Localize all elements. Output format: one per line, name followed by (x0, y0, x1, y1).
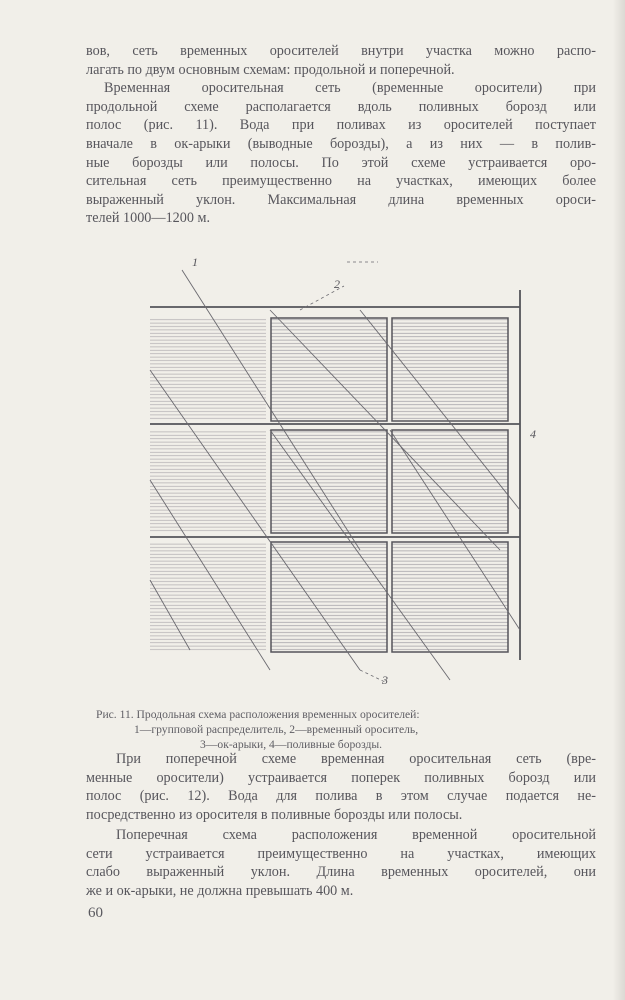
text-line: Поперечная схема расположения временной оросительной (116, 827, 596, 843)
paragraph-2 (86, 750, 596, 824)
caption-line: Рис. 11. Продольная схема расположения временных оросителей: (96, 708, 420, 721)
figure-longitudinal-scheme (120, 250, 550, 700)
figure-caption (96, 707, 596, 752)
text-line: ные борозды или полосы. По этой схеме устраивается оро- (86, 154, 596, 171)
page-number: 60 (88, 905, 103, 921)
caption-line: 3—ок-арыки, 4—поливные борозды. (200, 738, 383, 751)
paragraph-1 (86, 42, 596, 228)
text-line: При поперечной схеме временная оросительная сеть (вре- (116, 751, 596, 767)
text-line: же и ок-арыки, не должна превышать 400 м. (86, 882, 354, 899)
text-line: сительная сеть преимущественно на участках, имеющих более (86, 173, 596, 190)
text-line: выраженный уклон. Максимальная длина временных ороси- (86, 191, 596, 208)
text-line: менные оросители) устраивается поперек поливных борозд или (86, 769, 596, 786)
text-line: вов, сеть временных оросителей внутри участка можно распо- (86, 43, 596, 59)
text-line: слабо выраженный уклон. Длина временных оросителей, они (86, 864, 596, 881)
label-2: 2 (334, 277, 340, 291)
text-line: Временная оросительная сеть (временные оросители) при (104, 80, 596, 97)
text-line: лагать по двум основным схемам: продольной и поперечной. (86, 61, 455, 78)
text-line: вначале в ок-арыки (выводные борозды), а из них — в полив- (86, 135, 596, 152)
text-line: посредственно из оросителя в поливные борозды или полосы. (86, 806, 463, 823)
caption-line: 1—групповой распределитель, 2—временный ороситель, (134, 723, 419, 736)
text-line: полос (рис. 12). Вода для полива в этом случае подается не- (86, 788, 596, 805)
text-line: продольной схеме располагается вдоль поливных борозд или (86, 98, 596, 115)
text-line: сети устраивается преимущественно на участках, имеющих (86, 845, 596, 862)
text-line: телей 1000—1200 м. (86, 210, 211, 227)
paragraph-3 (86, 826, 596, 900)
furrow-hatching (150, 318, 508, 652)
label-3: 3 (382, 673, 388, 687)
label-4: 4 (530, 427, 536, 441)
text-line: полос (рис. 11). Вода при поливах из оросителей поступает (86, 117, 596, 134)
page-edge-shadow (613, 0, 625, 1000)
label-1: 1 (192, 255, 198, 269)
